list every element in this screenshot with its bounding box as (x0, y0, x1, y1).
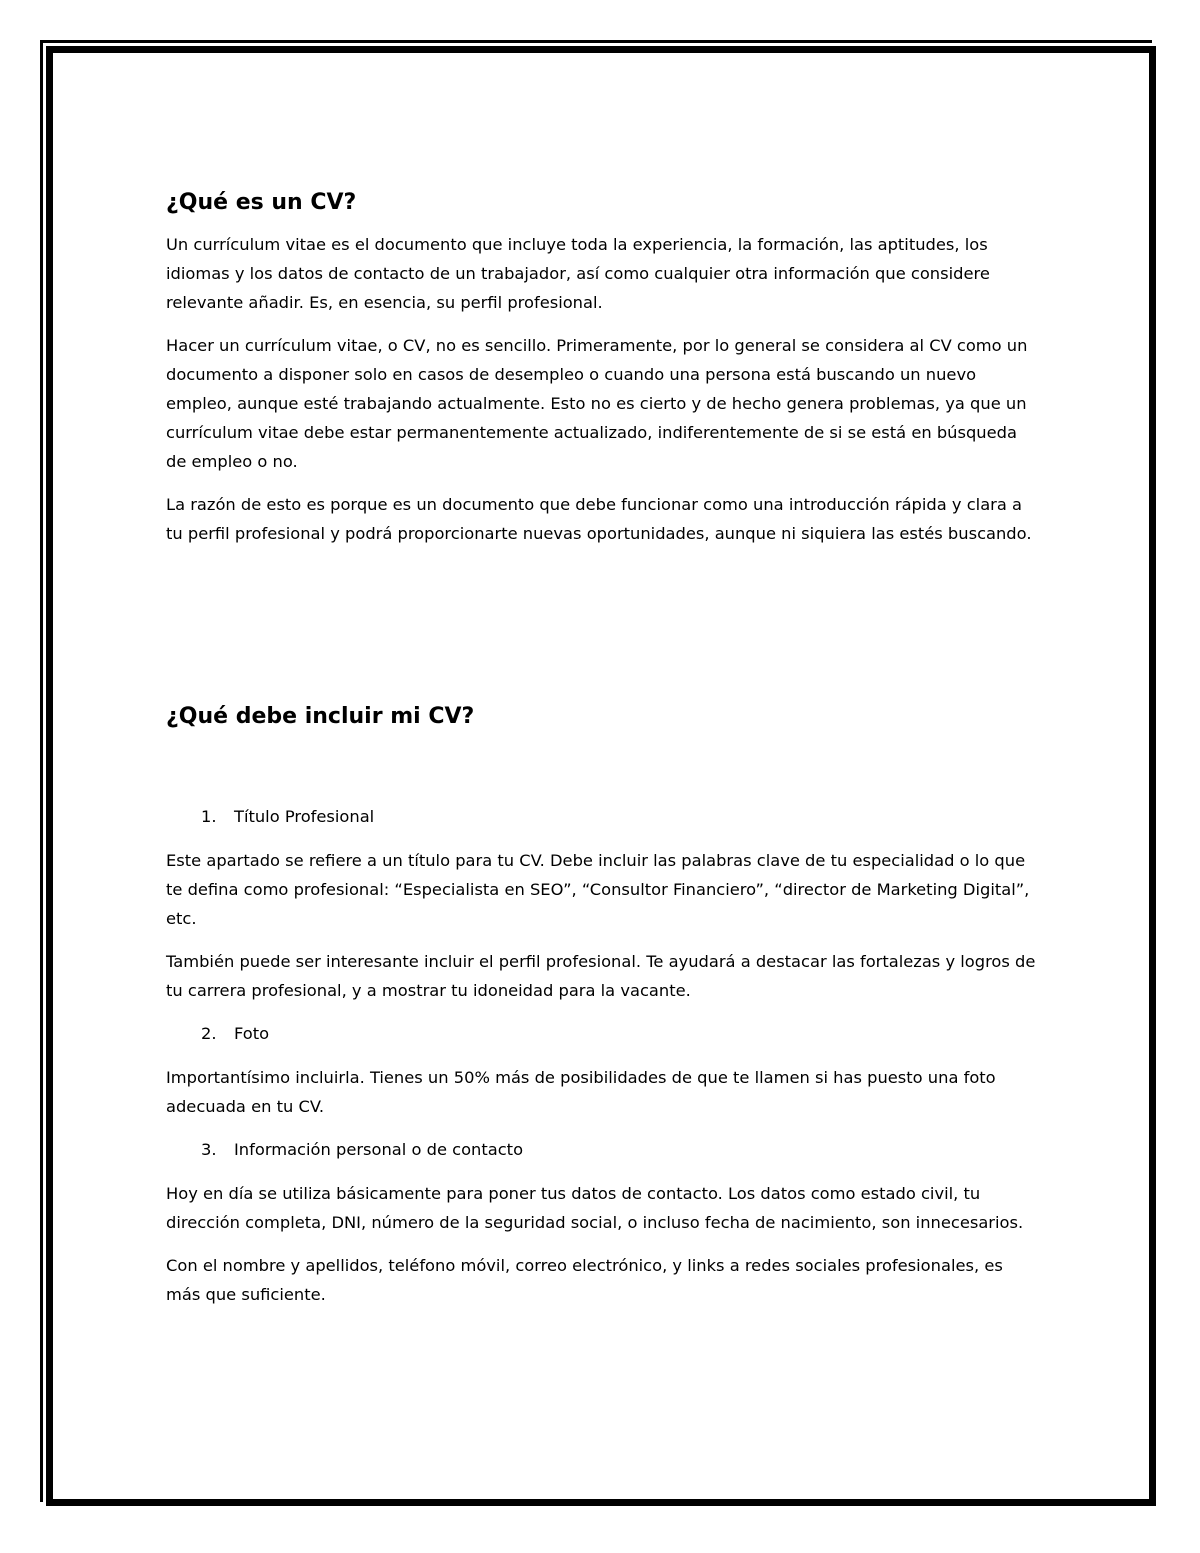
paragraph: Hoy en día se utiliza básicamente para poner tus datos de contacto. Los datos como estado civil, tu dirección completa, DNI, número de la seguridad social, o incluso fecha de nacimiento, son innecesarios. (166, 1184, 1024, 1232)
list-item-title: Foto (234, 1024, 270, 1043)
list-number: 3. (201, 1140, 217, 1159)
paragraph: Hacer un currículum vitae, o CV, no es sencillo. Primeramente, por lo general se considera al CV como un documento a disponer solo en casos de desempleo o cuando una persona está buscando un nuevo empleo, aunque esté trabajando actualmente. Esto no es cierto y de hecho genera problemas, ya que un currículum vitae debe estar permanentemente actualizado, indiferentemente de si se está en búsqueda de empleo o no. (166, 336, 1028, 471)
list-item-title: Título Profesional (234, 807, 375, 826)
list-item-informacion-personal (166, 1135, 1036, 1164)
list-number: 2. (201, 1024, 217, 1043)
paragraph: Importantísimo incluirla. Tienes un 50% más de posibilidades de que te llamen si has puesto una foto adecuada en tu CV. (166, 1068, 996, 1116)
paragraph: También puede ser interesante incluir el perfil profesional. Te ayudará a destacar las fortalezas y logros de tu carrera profesional, y a mostrar tu idoneidad para la vacante. (166, 952, 1036, 1000)
paragraph: Un currículum vitae es el documento que incluye toda la experiencia, la formación, las aptitudes, los idiomas y los datos de contacto de un trabajador, así como cualquier otra información que considere relevante añadir. Es, en esencia, su perfil profesional. (166, 235, 990, 312)
paragraph: Este apartado se refiere a un título para tu CV. Debe incluir las palabras clave de tu especialidad o lo que te defina como profesional: “Especialista en SEO”, “Consultor Financiero”, “director de Marketing Digital”, etc. (166, 851, 1030, 928)
list-item-titulo-profesional (166, 802, 1036, 831)
heading-que-es-cv: ¿Qué es un CV? (166, 190, 357, 215)
paragraph: Con el nombre y apellidos, teléfono móvil, correo electrónico, y links a redes sociales profesionales, es más que suficiente. (166, 1256, 1003, 1304)
list-item-title: Información personal o de contacto (234, 1140, 524, 1159)
list-number: 1. (201, 807, 217, 826)
paragraph: La razón de esto es porque es un documento que debe funcionar como una introducción rápida y clara a tu perfil profesional y podrá proporcionarte nuevas oportunidades, aunque ni siquiera las estés buscando. (166, 495, 1032, 543)
document-body (166, 188, 1036, 1309)
heading-que-debe-incluir: ¿Qué debe incluir mi CV? (166, 704, 475, 729)
list-item-foto (166, 1019, 1036, 1048)
